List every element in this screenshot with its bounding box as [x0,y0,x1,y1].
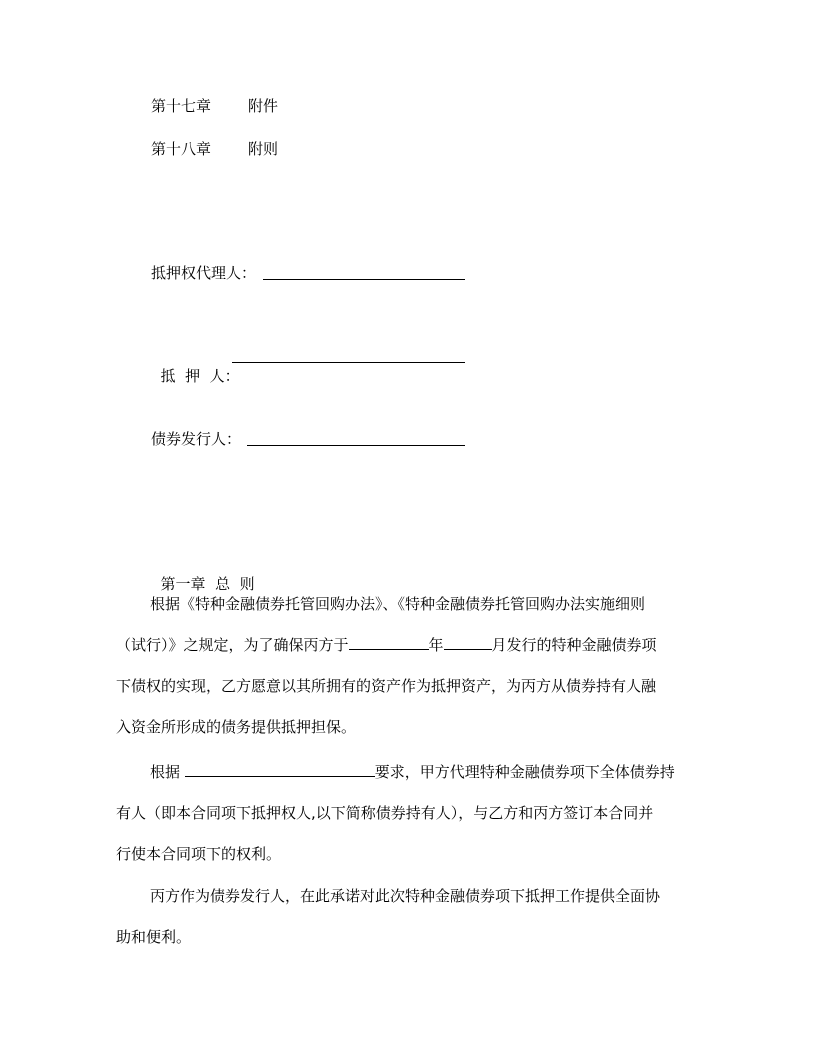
paragraph-line: 丙方作为债券发行人，在此承诺对此次特种金融债券项下抵押工作提供全面协 [150,887,661,905]
blank-year-field[interactable] [349,633,429,650]
signature-mortgage-agent [151,263,256,283]
toc-chapter-17 [151,96,279,116]
signature-label: 债券发行人： [151,430,242,448]
paragraph-line: 助和便利。 [116,928,192,946]
paragraph-line: 根据《特种金融债券托管回购办法》、《特种金融债券托管回购办法实施细则 [150,595,646,613]
toc-chapter-label: 第十八章 [151,140,212,158]
signature-line-mortgage-agent[interactable] [263,279,465,280]
paragraph-line: 下债权的实现，乙方愿意以其所拥有的资产作为抵押资产，为丙方从债券持有人融 [116,677,657,695]
signature-issuer [151,429,241,449]
paragraph-1 [116,584,736,748]
blank-basis-field[interactable] [185,760,375,777]
paragraph-3 [116,876,736,958]
toc-chapter-18 [151,139,279,159]
paragraph-line: 有人（即本合同项下抵押权人,以下简称债券持有人），与乙方和丙方签订本合同并 [116,804,654,822]
paragraph-line: 根据 要求，甲方代理特种金融债券项下全体债券持 [116,752,736,793]
signature-label: 抵 押 人： [160,367,240,385]
toc-chapter-label: 第十七章 [151,97,212,115]
paragraph-line: 入资金所形成的债务提供抵押担保。 [116,718,357,736]
toc-chapter-title: 附件 [248,97,279,115]
signature-label: 抵押权代理人： [151,264,257,282]
paragraph-2 [116,752,736,875]
chapter-heading: 第一章 总 则 [160,575,255,593]
signature-line-mortgagor[interactable] [232,362,465,363]
paragraph-line: 行使本合同项下的权利。 [116,845,282,863]
paragraph-line: （试行）》之规定，为了确保丙方于 年 月发行的特种金融债券项 [116,625,736,666]
blank-month-field[interactable] [444,633,492,650]
signature-line-issuer[interactable] [247,445,465,446]
toc-chapter-title: 附则 [248,140,279,158]
signature-mortgagor [151,346,240,386]
